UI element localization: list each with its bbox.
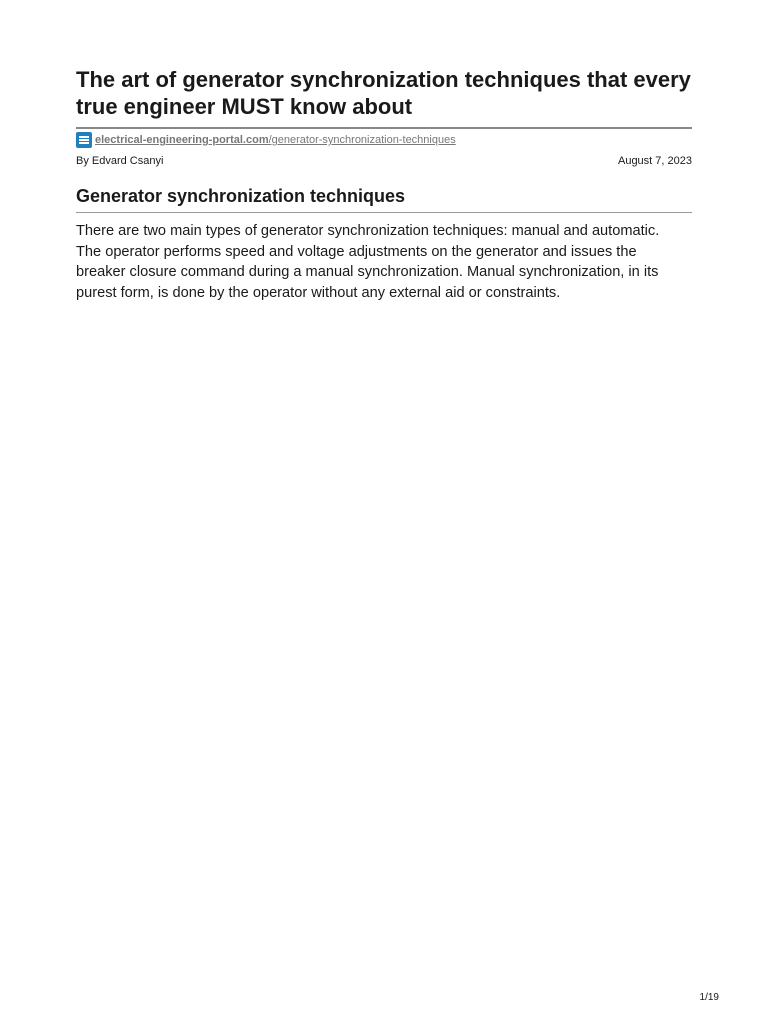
article-page-icon <box>76 132 92 148</box>
author-byline: By Edvard Csanyi <box>76 155 164 167</box>
body-paragraph: There are two main types of generator synchronization techniques: manual and automatic. The operator performs speed and voltage adjustments on the generator and issues the breaker closure command during a manual synchronization. Manual synchronization, in its purest form, is done by the operator without any external aid or constraints. <box>76 223 660 301</box>
source-path: /generator-synchronization-techniques <box>268 134 456 146</box>
section-divider <box>76 212 692 213</box>
title-divider <box>76 127 692 129</box>
article-title: The art of generator synchronization techniques that every true engineer MUST know about <box>76 67 691 119</box>
source-domain: electrical-engineering-portal.com <box>95 134 269 146</box>
source-link[interactable] <box>95 134 456 146</box>
section-heading: Generator synchronization techniques <box>76 186 406 206</box>
page-number: 1/19 <box>699 992 719 1003</box>
publish-date: August 7, 2023 <box>617 155 692 167</box>
source-line <box>76 131 456 149</box>
